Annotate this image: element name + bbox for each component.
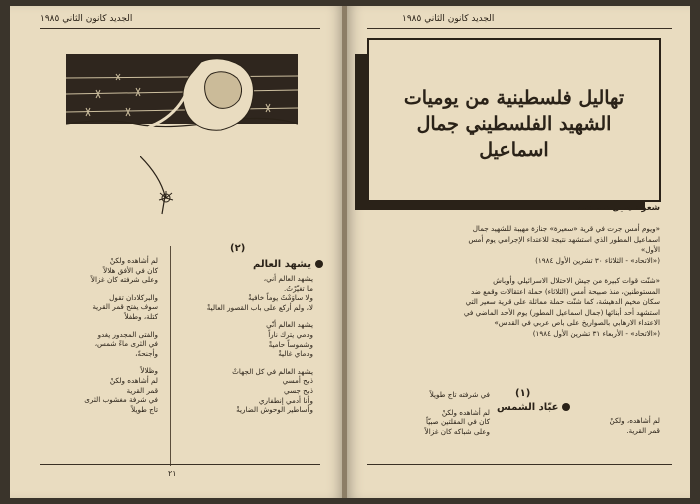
verse-line: ولا ساوَمْتُ يوماً خافيةْ <box>248 293 313 303</box>
verse-line: لم أشاهده ولكنْ <box>109 375 158 385</box>
verse-line: لم أشاهده ولكنْ <box>109 256 158 265</box>
poem2-left-column <box>84 256 158 414</box>
running-head-right: الجديد كانون الثاني ١٩٨٥ <box>402 14 495 24</box>
verse-line: وأساطير الوحوش الضاريةْ <box>236 405 313 415</box>
verse-line: كتلة، وطفلاً <box>124 311 158 321</box>
source-citation: («الاتحاد» - الأربعاء ٣١ تشرين الأول ١٩٨٤) <box>532 328 660 338</box>
verse-line: في شرفة مغشوب الثرى <box>84 395 158 405</box>
header-rule <box>40 28 320 29</box>
bullet-icon <box>315 260 323 268</box>
verse-line: تاج طويلاً <box>131 404 158 414</box>
bullet-icon <box>562 403 570 411</box>
verse-line: لا، ولم أركع على باب القصور العاليةْ <box>206 302 313 312</box>
prose-line: الاعتداء الارهابي بالصواريخ على باص عربي في القدس» <box>494 318 660 327</box>
poem1-title <box>497 402 570 413</box>
prose-line: استشهد أحد أبنائها (جمال اسماعيل المطور) يوم الأحد الماضي في <box>463 307 660 317</box>
prose-line: «شنّت قوات كبيرة من جيش الاحتلال الاسرائيلي وأوباش <box>493 276 660 285</box>
verse-line: كان في الأفق هلالاً <box>103 265 158 275</box>
title-line: الشهيد الفلسطيني جمال <box>416 113 612 135</box>
verse-line: قمر القرية <box>126 385 158 395</box>
prose-line: «ويوم أمس جرت في قرية «سعيرة» جنازة مهيبة للشهيد جمال <box>472 224 660 233</box>
prose-line: سكان مخيم الدهيشة، كما شنّت حملة مماثلة على قرية سعير التي <box>465 297 660 306</box>
poem1-number: (١) <box>515 388 531 399</box>
verse-line: ودماي غاليةْ <box>278 349 313 359</box>
verse-line: وظلالاً <box>140 366 158 376</box>
column-separator <box>170 246 171 466</box>
article-title <box>389 85 639 163</box>
running-head-left: الجديد كانون الثاني ١٩٨٥ <box>40 14 133 24</box>
title-line: تهاليل فلسطينية من يوميات <box>403 87 625 109</box>
page-number: ٢١ <box>168 469 177 478</box>
verse-line: ذبح أمسي <box>282 376 313 386</box>
poem1-center-column <box>425 390 490 436</box>
verse-line: في شرفته تاج طويلاً <box>429 390 490 399</box>
verse-line: ودمي يترك ناراً <box>268 329 313 339</box>
right-page <box>347 6 690 498</box>
verse-line: يشهد العالم أنّي <box>266 320 313 330</box>
verse-line: ذبح جسي <box>284 385 313 395</box>
poem1-title-text: عبّاد الشمس <box>497 402 559 413</box>
poem2-title-text: يشهد العالم <box>253 259 311 270</box>
title-box-shadow <box>355 54 369 206</box>
header-rule <box>367 28 672 29</box>
barbed-wire-illustration <box>66 54 298 158</box>
title-box <box>367 38 661 202</box>
verse-line: وشموساً حاميةْ <box>268 339 313 349</box>
verse-line: ما تغيّرْتُ. <box>284 283 313 293</box>
poem2-right-column <box>207 274 313 415</box>
verse-line: وعلى شرفته كان غزالاً <box>90 275 158 285</box>
poem2-title <box>253 259 323 270</box>
prose-block <box>464 224 660 339</box>
source-citation: («الاتحاد» - الثلاثاء ٣٠ تشرين الأول ١٩٨٤) <box>535 255 660 265</box>
verse-line: يشهد العالم أني، <box>263 274 313 283</box>
prose-line: المستوطنين، منذ صبيحة أمس (الثلاثاء) حملة اعتقالات وقمع ضد <box>470 286 660 296</box>
verse-line: يشهد العالم في كل الجهاتْ <box>232 366 313 376</box>
poem2-number: (٢) <box>230 243 246 254</box>
verse-line: والبركلادان تقول <box>109 292 158 302</box>
verse-line: وأنا أدمي إنطفاري <box>258 395 313 405</box>
verse-line: والفتى المجدور يغدو <box>97 329 158 339</box>
verse-line: قمر القرية. <box>626 425 660 435</box>
flower-icon <box>140 156 190 216</box>
poem1-right-column <box>609 416 660 435</box>
byline: شعر : هايل عساقله <box>577 203 660 213</box>
verse-line: لم أشاهده ولكنْ <box>441 407 490 417</box>
prose-line: اسماعيل المطور الذي استشهد نتيجة للاعتداء الإجرامي يوم أمس <box>468 234 660 244</box>
prose-line: الأول» <box>640 245 660 254</box>
verse-line: سوف يفتح قمر القرية <box>92 302 158 312</box>
left-page <box>10 6 343 498</box>
verse-line: كان في المقلتين صبيّاً <box>426 417 490 427</box>
footer-rule <box>367 464 672 465</box>
verse-line: وعلى شباكه كان غزالاً <box>424 426 490 436</box>
footer-rule <box>40 464 320 465</box>
verse-line: في الثرى ماءً شمس، <box>94 339 158 349</box>
verse-line: لم أشاهده، ولكنْ <box>609 416 660 425</box>
title-line: اسماعيل <box>479 139 549 161</box>
verse-line: وأجنحةً، <box>135 348 158 358</box>
